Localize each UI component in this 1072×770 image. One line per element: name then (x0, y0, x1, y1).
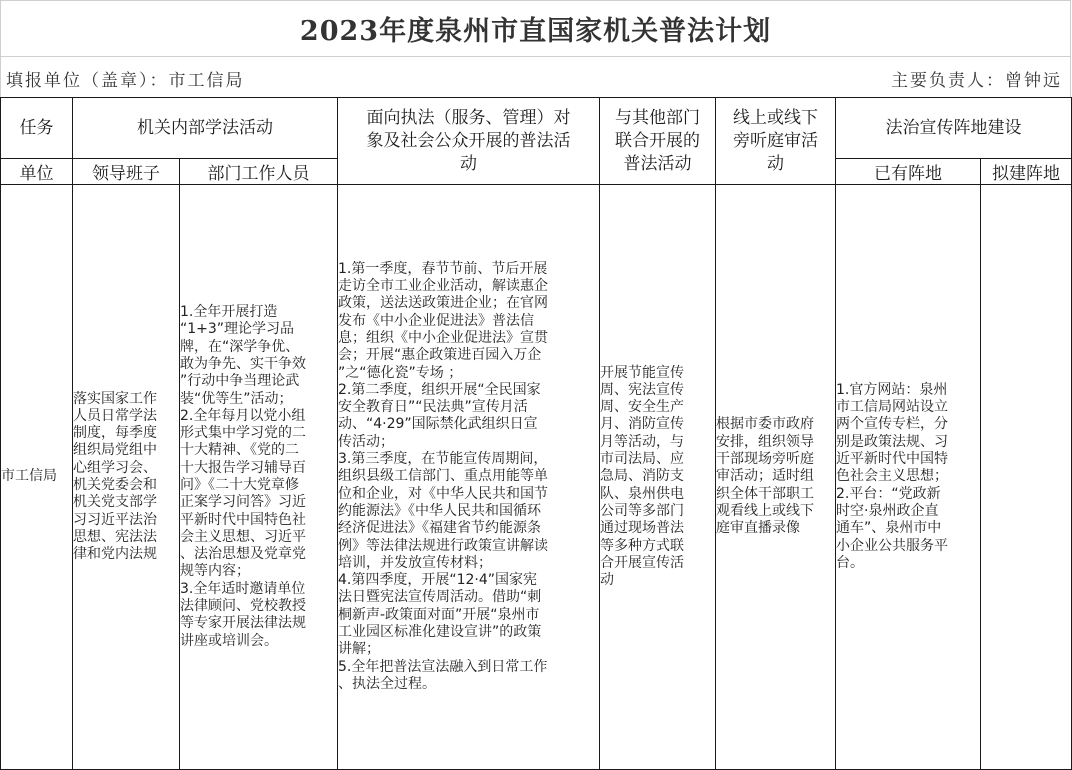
cell-planned-positions (981, 185, 1072, 770)
responsible-person (891, 66, 1062, 91)
cell-text-line: 会；开展“惠企政策进百园入万企 (338, 347, 542, 364)
cell-text-line: 传活动； (338, 433, 394, 450)
cell-text-line: 问》《二十大党章修 (180, 477, 299, 493)
cell-text-line: 法律顾问、党校教授 (180, 598, 306, 615)
cell-text-line: 桐新声-政策面对面”开展“泉州市 (338, 606, 540, 623)
cell-joint-activities (600, 185, 716, 770)
cell-text-line: 动 (600, 572, 614, 589)
cell-text-line: 落实国家工作 (73, 390, 157, 407)
cell-text-line: 织全体干部职工 (716, 485, 814, 502)
cell-text-line: 1.官方网站：泉州 (836, 381, 948, 398)
cell-text-line: 色社会主义思想； (836, 468, 948, 485)
cell-text-line: 息；组织《中小企业促进法》宣贯 (338, 329, 548, 346)
cell-text-line: 市司法局、应 (600, 451, 684, 468)
header-publicity-positions: 法治宣传阵地建设 (836, 98, 1072, 159)
cell-text-line: 2.第二季度，组织开展“全民国家 (338, 381, 541, 398)
cell-text-line: 制度，每季度 (73, 425, 157, 442)
cell-text-line: 干部现场旁听庭 (716, 451, 814, 468)
cell-text-line: 平新时代中国特色社 (180, 511, 306, 528)
cell-text-line: 急局、消防支 (600, 468, 684, 485)
cell-text-line: 培训，并发放宣传材料； (338, 554, 492, 571)
cell-text-line: 正案学习问答》习近 (180, 494, 306, 511)
cell-text-line: 讲解； (338, 641, 380, 658)
info-row (0, 57, 1071, 98)
cell-text-line: 审活动；适时组 (716, 468, 814, 485)
cell-text-line: 习习近平法治 (73, 511, 157, 528)
cell-leaders (73, 185, 180, 770)
cell-text-line: 机关党支部学 (73, 494, 157, 511)
cell-text-line: “1+3”理论学习品 (180, 321, 295, 338)
cell-text-line: 政策，送法送政策进企业；在官网 (338, 295, 548, 312)
cell-text-line: 2.平台：“党政新 (836, 485, 941, 502)
cell-text-line: 形式集中学习党的二 (180, 425, 306, 442)
header-joint-line: 与其他部门 (615, 107, 700, 128)
cell-text-line: 规等内容； (180, 563, 250, 580)
cell-text-line: 组织局党组中 (73, 442, 157, 459)
cell-text-line: 观看线上或线下 (716, 502, 814, 519)
header-joint-line: 联合开展的 (615, 130, 700, 151)
header-joint-line: 普法活动 (623, 153, 692, 174)
cell-text-line: 月等活动，与 (600, 433, 684, 450)
cell-text-line: 律和党内法规 (73, 546, 157, 563)
cell-text-line: 讲座或培训会。 (180, 632, 278, 649)
responsible-person-value: 曾钟远 (1005, 71, 1062, 91)
cell-text-line: 位和企业，对《中华人民共和国节 (338, 485, 548, 502)
cell-text-line: 根据市委市政府 (716, 416, 814, 433)
cell-text-line: 3.全年适时邀请单位 (180, 580, 306, 597)
cell-existing-positions (836, 185, 981, 770)
header-court-line: 旁听庭审活 (733, 130, 818, 151)
cell-text-line: 经济促进法》《福建省节约能源条 (338, 520, 541, 537)
cell-text-line: 3.第三季度，在节能宣传周期间， (338, 451, 548, 468)
cell-public-activities (338, 185, 600, 770)
cell-text-line: 动、“4·29”国际禁化武组织日宣 (338, 416, 538, 433)
cell-text-line: 开展节能宣传 (600, 364, 684, 381)
cell-text-line: 机关党委会和 (73, 477, 157, 493)
reporting-unit (6, 66, 245, 91)
header-court-hearing (716, 98, 836, 185)
cell-text-line: 工业园区标准化建设宣讲”的政策 (338, 624, 542, 641)
cell-text-line: 5.全年把普法宣法融入到日常工作 (338, 658, 548, 675)
cell-text-line: 公司等多部门 (600, 502, 684, 519)
cell-text-line: 组织县级工信部门、重点用能等单 (338, 468, 548, 485)
cell-text-line: 周、安全生产 (600, 399, 684, 416)
cell-staff (180, 185, 338, 770)
cell-text-line: 人员日常学法 (73, 407, 157, 424)
cell-text-line: 别是政策法规、习 (836, 433, 948, 450)
reporting-unit-value: 市工信局 (168, 71, 245, 91)
cell-text-line: 心组学习会、 (73, 459, 157, 476)
header-court-line: 线上或线下 (733, 107, 818, 128)
cell-text-line: 两个宣传专栏，分 (836, 416, 948, 433)
cell-text-line: 发布《中小企业促进法》普法信 (338, 312, 534, 329)
cell-text-line: 近平新时代中国特 (836, 451, 948, 468)
cell-text-line: 走访全市工业企业活动，解读惠企 (338, 278, 548, 295)
cell-unit: 市工信局 (1, 185, 73, 770)
cell-text-line: 法日暨宪法宣传周活动。借助“刺 (338, 589, 542, 606)
cell-text-line: 庭审直播录像 (716, 520, 800, 537)
cell-text-line: 十大报告学习辅导百 (180, 459, 306, 476)
cell-court-hearing (716, 185, 836, 770)
cell-text-line: 通过现场普法 (600, 520, 684, 537)
cell-text-line: ”行动中争当理论武 (180, 373, 300, 390)
header-unit: 单位 (1, 159, 73, 185)
cell-text-line: 通车”、泉州市中 (836, 520, 942, 537)
cell-text-line: 1.全年开展打造 (180, 304, 278, 321)
cell-text-line: 等专家开展法律法规 (180, 615, 306, 632)
header-leaders: 领导班子 (73, 159, 180, 185)
cell-text-line: 4.第四季度，开展“12·4”国家宪 (338, 572, 538, 589)
header-existing-positions: 已有阵地 (836, 159, 981, 185)
cell-text-line: 安全教育日”“民法典”宣传月活 (338, 399, 528, 416)
table-row (1, 185, 1072, 770)
cell-text-line: ”之“德化瓷”专场 ； (338, 364, 463, 381)
reporting-unit-label: 填报单位（盖章）： (6, 71, 169, 91)
page-title: 2023年度泉州市直国家机关普法计划 (299, 16, 772, 47)
cell-text-line: 牌，在“深学争优、 (180, 338, 300, 355)
header-internal-study: 机关内部学法活动 (73, 98, 338, 159)
cell-text-line: 安排，组织领导 (716, 433, 814, 450)
cell-text-line: 1.第一季度，春节节前、节后开展 (338, 260, 548, 277)
header-staff: 部门工作人员 (180, 159, 338, 185)
title-bar (0, 0, 1071, 57)
cell-text-line: 月、消防宣传 (600, 416, 684, 433)
header-task: 任务 (1, 98, 73, 159)
cell-text-line: 等多种方式联 (600, 537, 684, 554)
cell-text-line: 思想、宪法法 (73, 528, 157, 545)
cell-text-line: 合开展宣传活 (600, 554, 684, 571)
cell-text-line: 敢为争先、实干争效 (180, 355, 306, 372)
header-public-line: 动 (460, 153, 477, 174)
header-planned-positions: 拟建阵地 (981, 159, 1072, 185)
header-public-activities (338, 98, 600, 185)
cell-text-line: 会主义思想、习近平 (180, 528, 306, 545)
cell-text-line: 小企业公共服务平 (836, 537, 948, 554)
plan-table (0, 97, 1072, 770)
cell-text-line: 市工信局网站设立 (836, 399, 948, 416)
cell-text-line: 、执法全过程。 (338, 675, 436, 692)
cell-text-line: 装“优等生”活动； (180, 390, 293, 407)
cell-text-line: 约能源法》《中华人民共和国循环 (338, 502, 541, 519)
header-court-line: 动 (767, 153, 784, 174)
cell-text-line: 2.全年每月以党小组 (180, 407, 306, 424)
header-public-line: 面向执法（服务、管理）对 (366, 107, 571, 128)
header-joint-activities (600, 98, 716, 185)
responsible-person-label: 主要负责人： (891, 71, 1005, 91)
cell-text-line: 十大精神、《党的二 (180, 442, 299, 459)
cell-text-line: 周、宪法宣传 (600, 381, 684, 398)
cell-text-line: 、法治思想及党章党 (180, 546, 306, 563)
cell-text-line: 台。 (836, 554, 864, 571)
cell-text-line: 时空·泉州政企直 (836, 502, 939, 519)
header-public-line: 象及社会公众开展的普法活 (366, 130, 571, 151)
cell-text-line: 队、泉州供电 (600, 485, 684, 502)
cell-text-line: 例》等法律法规进行政策宣讲解读 (338, 537, 548, 554)
